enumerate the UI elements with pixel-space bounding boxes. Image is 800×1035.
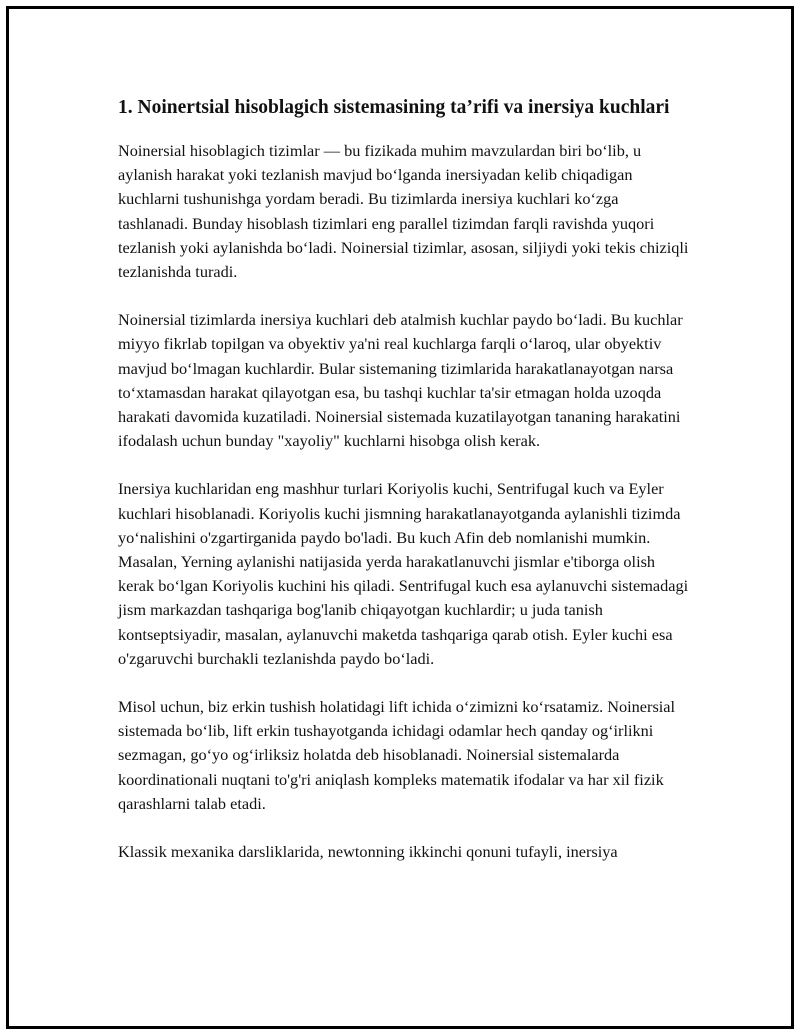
paragraph-1: Noinersial hisoblagich tizimlar — bu fizikada muhim mavzulardan biri bo‘lib, u aylanish harakat yoki tezlanish mavjud bo‘lganda inersiyadan kelib chiqadigan kuchlarni tushunishga yordam beradi. Bu tizimlarda inersiya kuchlari ko‘zga tashlanadi. Bunday hisoblash tizimlari eng parallel tizimdan farqli ravishda yuqori tezlanish yoki aylanishda bo‘ladi. Noinersial tizimlar, asosan, siljiydi yoki tekis chiziqli tezlanishda turadi. [118, 141, 689, 282]
paragraph-2: Noinersial tizimlarda inersiya kuchlari deb atalmish kuchlar paydo bo‘ladi. Bu kuchlar miyyo fikrlab topilgan va obyektiv ya'ni real kuchlarga farqli o‘laroq, ular obyektiv mavjud bo‘lmagan kuchlardir. Bular sistemaning tizimlarida harakatlanayotgan narsa to‘xtamasdan harakat qilayotgan esa, bu tashqi kuchlar ta'sir etmagan holda uzoqda harakati davomida kuzatiladi. Noinersial sistemada kuzatilayotgan tananing harakatini ifodalash uchun bunday "xayoliy" kuchlarni hisobga olish kerak. [118, 310, 683, 451]
paragraph-3: Inersiya kuchlaridan eng mashhur turlari Koriyolis kuchi, Sentrifugal kuch va Eyler kuchlari hisoblanadi. Koriyolis kuchi jismning harakatlanayotganda aylanishli tizimda yo‘nalishini o'zgartirganida paydo bo'ladi. Bu kuch Afin deb nomlanishi mumkin. Masalan, Yerning aylanishi natijasida yerda harakatlanuvchi jismlar e'tiborga olish kerak bo‘lgan Koriyolis kuchini his qiladi. Sentrifugal kuch esa aylanuvchi sistemadagi jism markazdan tashqariga bog'lanib chiqayotgan kuchlardir; u juda tanish kontseptsiyadir, masalan, aylanuvchi maketda tashqariga qarab otish. Eyler kuchi esa o'zgaruvchi burchakli tezlanishda paydo bo‘ladi. [118, 479, 689, 668]
paragraph-4: Misol uchun, biz erkin tushish holatidagi lift ichida o‘zimizni ko‘rsatamiz. Noinersial sistemada bo‘lib, lift erkin tushayotganda ichidagi odamlar hech qanday og‘irlikni sezmagan, go‘yo og‘irliksiz holatda deb hisoblanadi. Noinersial sistemalarda koordinationali nuqtani to'g'ri aniqlash kompleks matematik ifodalar va har xil fizik qarashlarni talab etadi. [118, 697, 676, 813]
paragraph-5: Klassik mexanika darsliklarida, newtonning ikkinchi qonuni tufayli, inersiya [118, 842, 618, 862]
document-body [118, 94, 690, 888]
section-heading: 1. Noinertsial hisoblagich sistemasining ta’rifi va inersiya kuchlari [118, 97, 670, 118]
